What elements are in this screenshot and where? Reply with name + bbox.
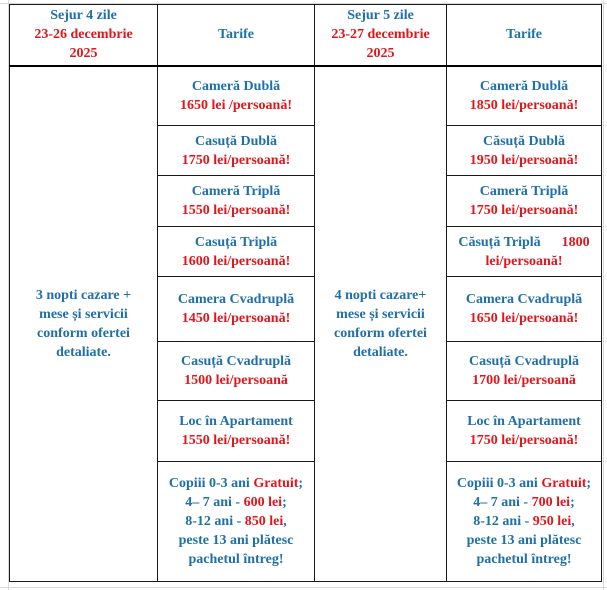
room-price: 1750 lei/persoană! [181,152,291,168]
room-type: Loc în Apartament [179,414,293,429]
children-line [160,493,312,512]
stay5-rate-cell [447,227,602,277]
room-type: Cameră Triplă [191,184,281,199]
stay5-desc-line: detaliate. [353,344,408,360]
punctuation: ; [586,476,592,491]
room-type: Casuță Triplă [194,234,278,250]
punctuation: ; [282,495,287,510]
room-price: 1850 lei/persoană! [469,97,579,113]
room-price: 1750 lei/persoană! [469,203,579,218]
stay5-rate-cell [447,176,602,227]
gridline [603,0,604,590]
room-type-and-price [449,233,599,252]
room-type: Casuță Cvadruplă [180,354,292,369]
stay4-rate-cell [158,342,315,401]
stay5-children-cell [447,462,602,582]
stay4-year: 2025 [69,46,98,62]
stay4-desc-line: conform ofertei [37,325,130,341]
children-line [449,493,599,512]
stay4-desc-line: detaliate. [56,344,111,360]
room-type: Camera Cvadruplă [465,292,583,307]
children-line [160,474,312,493]
stay5-desc-line: conform ofertei [334,325,427,341]
children-note: pachetul întreg! [476,552,572,567]
room-type: Casuță Dublă [194,133,278,149]
room-price: 1600 lei/persoană! [181,253,291,269]
punctuation: ; [570,495,575,510]
rate-row [10,66,602,126]
children-price: 700 lei [531,495,571,510]
room-type: Cameră Dublă [191,78,281,94]
children-line [449,474,599,493]
children-age: Copiii 0-3 ani [168,476,254,491]
stay5-desc-line: mese și servicii [336,306,425,322]
stay5-rate-cell [447,277,602,342]
punctuation: , [571,514,575,529]
punctuation: , [283,514,287,529]
children-age: 8-12 ani - [185,514,245,529]
children-note: pachetul întreg! [188,552,284,567]
stay5-desc-line: 4 nopti cazare+ [334,287,427,303]
room-type: Casuță Cvadruplă [468,354,580,369]
stay5-rate-cell [447,126,602,176]
room-price: 1650 lei /persoană! [180,97,292,113]
children-age: Copiii 0-3 ani [456,476,542,491]
stay4-dates: 23-26 decembrie [34,27,133,43]
room-type: Căsuță Dublă [482,133,566,149]
children-free: Gratuit [541,476,587,491]
children-note: peste 13 ani plătesc [466,533,582,548]
stay5-dates: 23-27 decembrie [331,27,430,43]
stay5-year: 2025 [366,46,395,62]
tariffs-heading: Tarife [505,27,543,43]
children-line [160,512,312,531]
room-price: 1750 lei/persoană! [469,433,579,448]
stay5-title: Sejur 5 zile [347,8,414,24]
stay5-description [315,66,447,582]
children-age: 4– 7 ani - [473,495,532,510]
room-price-unit: lei/persoană! [485,253,563,269]
stay4-title: Sejur 4 zile [50,8,117,24]
header-tariffs-1 [158,5,315,66]
children-price: 850 lei [244,514,284,529]
stay4-rate-cell [158,227,315,277]
tariff-table [9,4,602,582]
children-price: 950 lei [532,514,572,529]
children-free: Gratuit [253,476,299,491]
room-type: Cameră Dublă [479,78,569,94]
room-type: Loc în Apartament [467,414,581,429]
room-price: 1500 lei/persoană [184,373,288,388]
punctuation: ; [298,476,304,491]
room-type: Căsuță Triplă [458,234,541,250]
room-price: 1550 lei/persoană! [181,433,291,448]
room-price: 1450 lei/persoană! [181,311,291,326]
children-price: 600 lei [243,495,283,510]
stay4-rate-cell [158,277,315,342]
header-stay5 [315,5,447,66]
tariffs-heading: Tarife [217,27,255,43]
stay4-desc-line: mese și servicii [39,306,128,322]
stay4-rate-cell [158,126,315,176]
gridline [0,587,607,588]
room-price: 1650 lei/persoană! [469,311,579,326]
stay4-rate-cell [158,66,315,126]
room-type: Cameră Triplă [479,184,569,199]
stay4-children-cell [158,462,315,582]
stay5-rate-cell [447,401,602,462]
room-price: 1950 lei/persoană! [469,152,579,168]
stay5-rate-cell [447,342,602,401]
header-stay4 [10,5,158,66]
room-type: Camera Cvadruplă [177,292,295,307]
header-row [10,5,602,66]
header-tariffs-2 [447,5,602,66]
stay4-desc-line: 3 nopti cazare + [35,287,132,303]
room-price: 1800 [561,234,590,250]
stay5-rate-cell [447,66,602,126]
stay4-description [10,66,158,582]
stay4-rate-cell [158,176,315,227]
stay4-rate-cell [158,401,315,462]
room-price: 1700 lei/persoană [472,373,576,388]
children-age: 4– 7 ani - [185,495,244,510]
children-note: peste 13 ani plătesc [178,533,294,548]
children-line [449,512,599,531]
children-age: 8-12 ani - [473,514,533,529]
room-price: 1550 lei/persoană! [181,203,291,218]
